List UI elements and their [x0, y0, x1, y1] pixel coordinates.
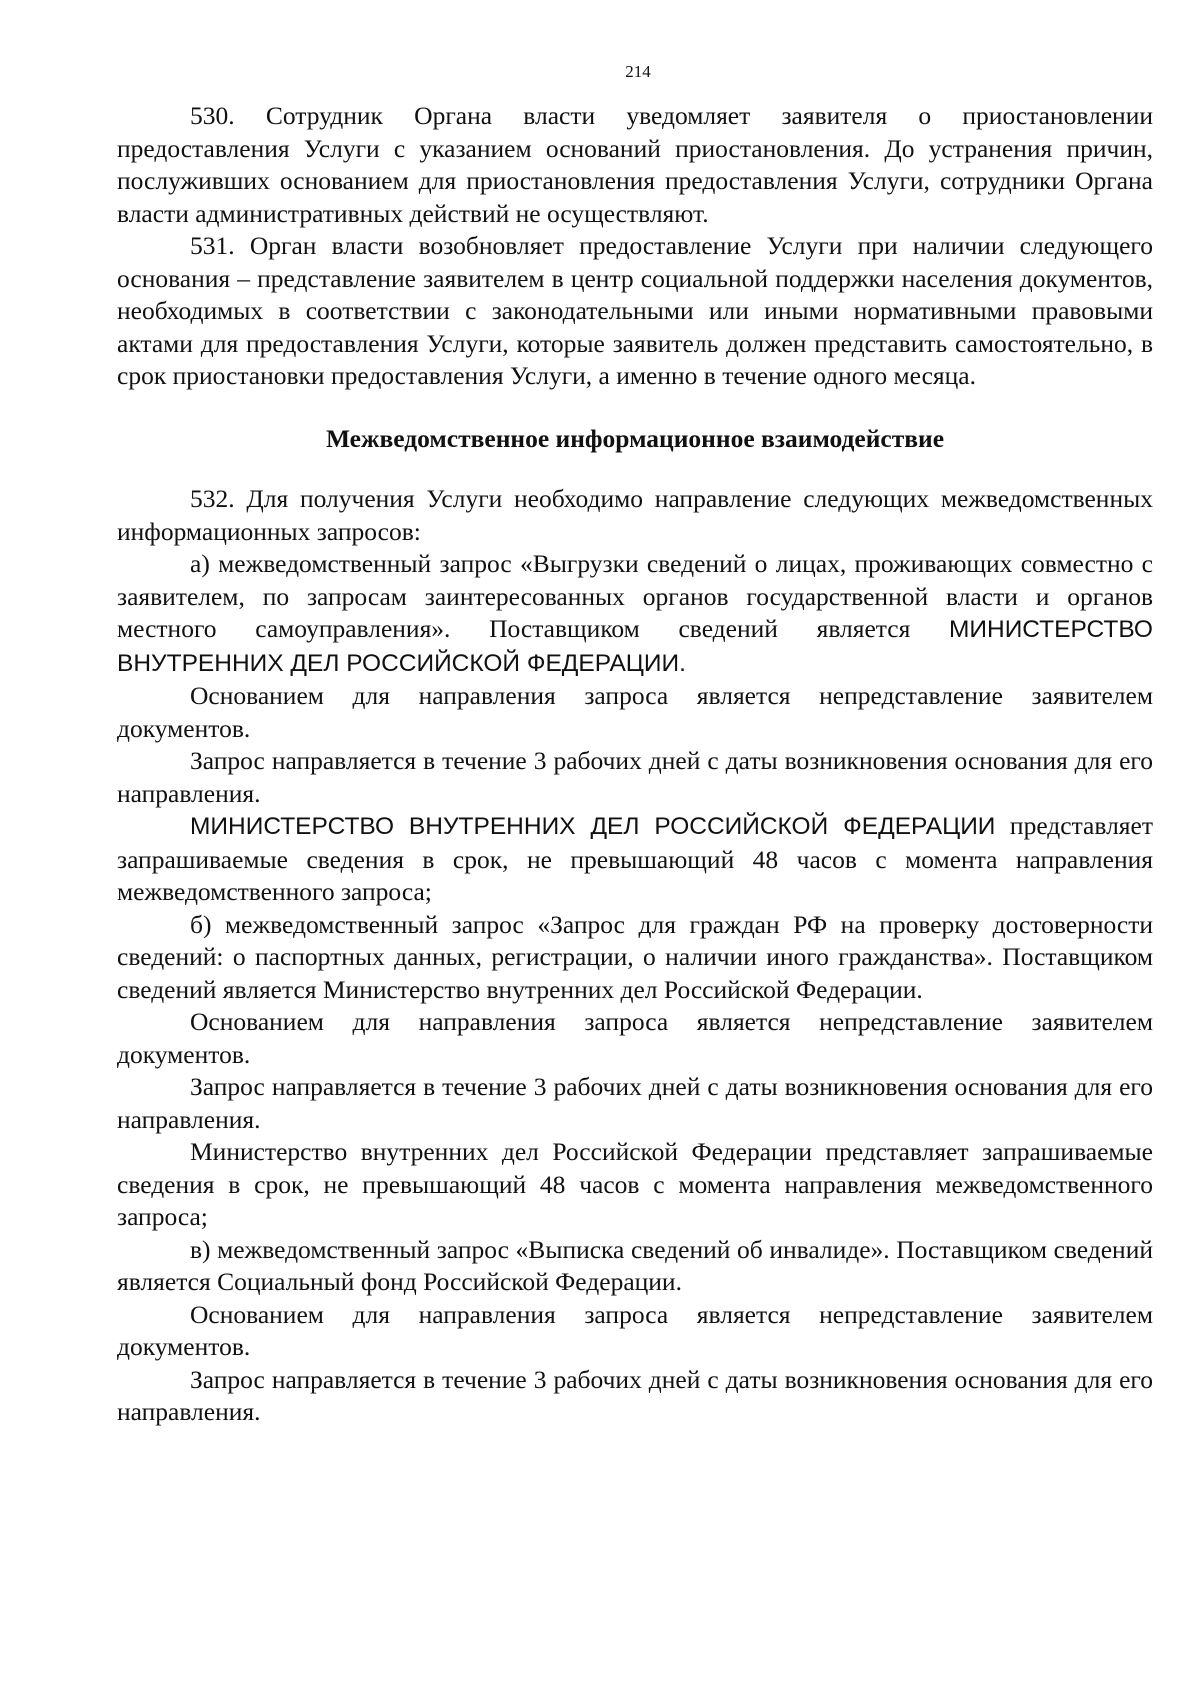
request-a-paragraph: [117, 548, 1153, 680]
request-a-supplier: МИНИСТЕРСТВО ВНУТРЕННИХ ДЕЛ РОССИЙСКОЙ ФЕДЕРАЦИИ.: [117, 616, 1153, 677]
paragraph-531: 531. Орган власти возобновляет предоставление Услуги при наличии следующего основания – представление заявителем в центр социальной поддержки населения документов, необходимых в соответствии с законодательными или иными нормативными правовыми актами для предоставления Услуги, которые заявитель должен представить самостоятельно, в срок приостановки предоставления Услуги, а именно в течение одного месяца.: [117, 231, 1153, 390]
request-a-text: а) межведомственный запрос «Выгрузки сведений о лицах, проживающих совместно с заявителем, по запросам заинтересованных органов государственной власти и органов местного самоуправления». Поставщиком сведений является: [117, 549, 1153, 643]
paragraph-530: 530. Сотрудник Органа власти уведомляет заявителя о приостановлении предоставления Услуги с указанием оснований приостановления. До устранения причин, послуживших основанием для приостановления предоставления Услуги, сотрудники Органа власти административных действий не осуществляют.: [117, 101, 1153, 228]
section-heading: Межведомственное информационное взаимодействие: [325, 423, 945, 453]
request-b-term: Запрос направляется в течение 3 рабочих дней с даты возникновения основания для его направления.: [117, 1072, 1153, 1134]
request-a-response-org: МИНИСТЕРСТВО ВНУТРЕННИХ ДЕЛ РОССИЙСКОЙ ФЕДЕРАЦИИ: [190, 813, 996, 840]
request-c-basis: Основанием для направления запроса является непредставление заявителем документов.: [117, 1299, 1153, 1361]
request-b-basis: Основанием для направления запроса является непредставление заявителем документов.: [117, 1007, 1153, 1069]
request-c-term: Запрос направляется в течение 3 рабочих дней с даты возникновения основания для его направления.: [117, 1364, 1153, 1426]
request-a-basis: Основанием для направления запроса является непредставление заявителем документов.: [117, 681, 1153, 743]
request-a-response-text: представляет запрашиваемые сведения в срок, не превышающий 48 часов с момента направления межведомственного запроса;: [117, 811, 1153, 906]
paragraph-532: 532. Для получения Услуги необходимо направление следующих межведомственных информационных запросов:: [117, 484, 1153, 546]
request-c-paragraph: в) межведомственный запрос «Выписка сведений об инвалиде». Поставщиком сведений является Социальный фонд Российской Федерации.: [117, 1234, 1153, 1296]
page-number: 214: [625, 62, 651, 81]
request-a-response-paragraph: [117, 810, 1153, 909]
request-a-term: Запрос направляется в течение 3 рабочих дней с даты возникновения основания для его направления.: [117, 746, 1153, 808]
request-b-response: Министерство внутренних дел Российской Федерации представляет запрашиваемые сведения в срок, не превышающий 48 часов с момента направления межведомственного запроса;: [117, 1137, 1153, 1231]
request-b-paragraph: б) межведомственный запрос «Запрос для граждан РФ на проверку достоверности сведений: о паспортных данных, регистрации, о наличии иного гражданства». Поставщиком сведений является Министерство внутренних дел Российской Федерации.: [117, 909, 1153, 1004]
document-page: [117, 62, 1153, 1429]
